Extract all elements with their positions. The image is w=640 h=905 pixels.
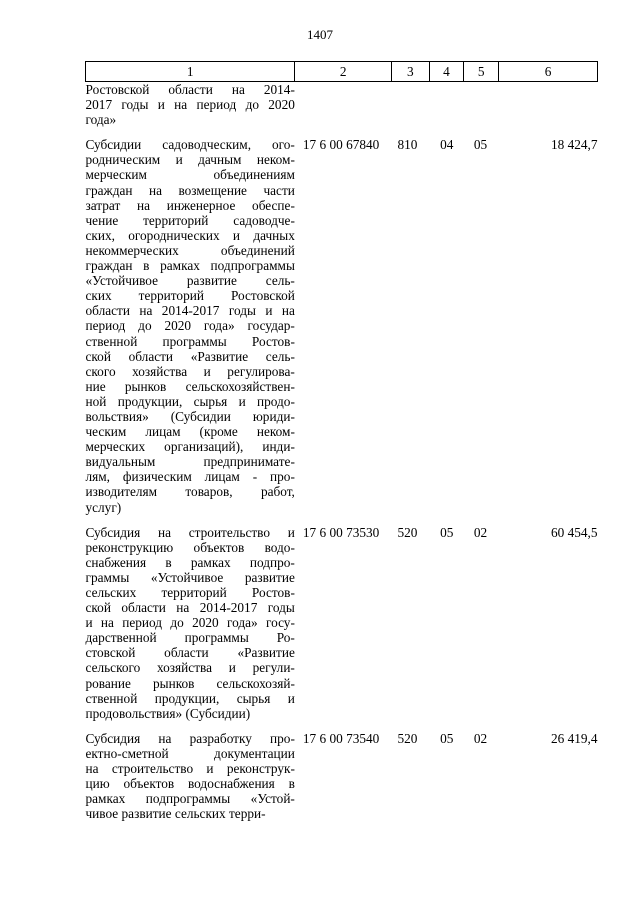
row-amount: 18 424,7 [550, 137, 598, 153]
description-line: чивое развитие сельских терри- [85, 806, 266, 822]
header-col-3: 3 [391, 62, 429, 82]
description-line: ной продукции, сырья и продо- [85, 393, 295, 409]
row-budget-code: 17 6 00 67840 [302, 137, 380, 153]
row-expense-type [391, 82, 429, 128]
description-line: на строительство и реконструк- [85, 761, 295, 777]
row-description [86, 137, 295, 514]
description-line: 2017 годы и на период до 2020 [85, 97, 295, 113]
row-amount: 60 454,5 [550, 524, 598, 540]
header-col-6: 6 [499, 62, 598, 82]
description-line: граммы «Устойчивое развитие [85, 569, 295, 585]
description-line: сельских территорий Ростов- [85, 585, 295, 600]
row-section: 05 [440, 730, 454, 746]
description-line: ских, огороднических и дачных [85, 227, 295, 243]
description-line: мерческих организаций), инди- [85, 439, 295, 455]
description-line: мерческим объединениям [85, 167, 295, 183]
row-subsection: 05 [473, 137, 488, 153]
description-line: затрат на инженерное обеспе- [85, 197, 295, 213]
table-row [86, 137, 598, 514]
description-line: ственной продукции, сырья и [85, 690, 295, 706]
row-subsection: 02 [473, 524, 488, 540]
description-line: рование рынков сельскохозяй- [85, 675, 295, 691]
table-row [86, 525, 598, 721]
description-line: период до 2020 года» государ- [85, 318, 295, 334]
description-line: некоммерческих объединений [85, 242, 295, 258]
row-spacer [86, 127, 598, 137]
description-line: вольствия» (Субсидии юриди- [85, 408, 295, 424]
description-line: ской области «Развитие сель- [85, 348, 295, 364]
header-col-2: 2 [295, 62, 392, 82]
row-budget-code: 17 6 00 73530 [302, 524, 380, 540]
description-line: видуальным предпринимате- [85, 454, 295, 470]
description-line: дарственной программы Ро- [85, 630, 295, 646]
description-line: услуг) [85, 499, 122, 515]
description-line: Ростовской области на 2014- [85, 82, 295, 97]
description-line: снабжения в рамках подпро- [85, 554, 295, 570]
row-section: 05 [440, 524, 454, 540]
description-line: граждан в рамках подпрограммы [85, 258, 295, 274]
row-section [429, 82, 464, 128]
description-line: стовской области «Развитие [85, 645, 295, 661]
description-line: области на 2014-2017 годы и на [85, 303, 295, 319]
description-line: ских территорий Ростовской [85, 288, 295, 304]
description-line: родническим и дачным неком- [85, 152, 295, 168]
description-line: лям, физическим лицам - про- [85, 469, 295, 485]
description-line: ского хозяйства и регулирова- [85, 363, 295, 379]
description-line: Субсидия на разработку про- [85, 730, 295, 746]
description-line: года» [85, 112, 117, 128]
description-line: Субсидии садоводческим, ого- [85, 137, 295, 153]
description-line: «Устойчивое развитие сель- [85, 273, 295, 289]
description-line: реконструкцию объектов водо- [85, 539, 295, 555]
header-col-5: 5 [464, 62, 499, 82]
row-subsection: 02 [473, 730, 488, 746]
row-expense-type: 810 [397, 137, 418, 153]
description-line: граждан на возмещение части [85, 182, 295, 198]
row-spacer-cell [86, 721, 598, 731]
row-spacer [86, 515, 598, 525]
description-line: рамках подпрограммы «Устой- [85, 791, 295, 807]
table-row [86, 82, 598, 128]
header-col-1: 1 [86, 62, 295, 82]
row-subsection [464, 82, 499, 128]
row-section: 04 [440, 137, 454, 153]
description-line: продовольствия» (Субсидии) [85, 705, 251, 721]
page-number: 1407 [307, 27, 333, 42]
description-line: ской области на 2014-2017 годы [85, 600, 295, 616]
row-expense-type: 520 [397, 524, 418, 540]
description-line: ческим лицам (кроме неком- [85, 424, 295, 440]
description-line: ственной программы Ростов- [85, 333, 295, 349]
description-line: Субсидия на строительство и [85, 524, 295, 540]
row-amount: 26 419,4 [550, 730, 598, 746]
row-spacer-cell [86, 515, 598, 525]
description-line: цию объектов водоснабжения в [85, 776, 295, 792]
description-line: изводителям товаров, работ, [85, 484, 295, 500]
row-spacer-cell [86, 127, 598, 137]
budget-table [85, 61, 598, 821]
header-col-4: 4 [429, 62, 464, 82]
description-line: сельского хозяйства и регули- [85, 660, 295, 676]
row-expense-type: 520 [397, 730, 418, 746]
row-budget-code: 17 6 00 73540 [302, 730, 380, 746]
row-budget-code [295, 82, 392, 128]
description-line: ектно-сметной документации [85, 745, 295, 761]
row-description [86, 82, 295, 128]
row-description [86, 731, 295, 822]
row-amount [499, 82, 598, 128]
row-spacer [86, 721, 598, 731]
row-description [86, 525, 295, 721]
table-body [86, 82, 598, 822]
table-header-row [86, 62, 598, 82]
description-line: ние рынков сельскохозяйствен- [85, 378, 295, 394]
description-line: и на период до 2020 года» госу- [85, 615, 295, 631]
table-row [86, 731, 598, 822]
description-line: чение территорий садоводче- [85, 212, 295, 228]
